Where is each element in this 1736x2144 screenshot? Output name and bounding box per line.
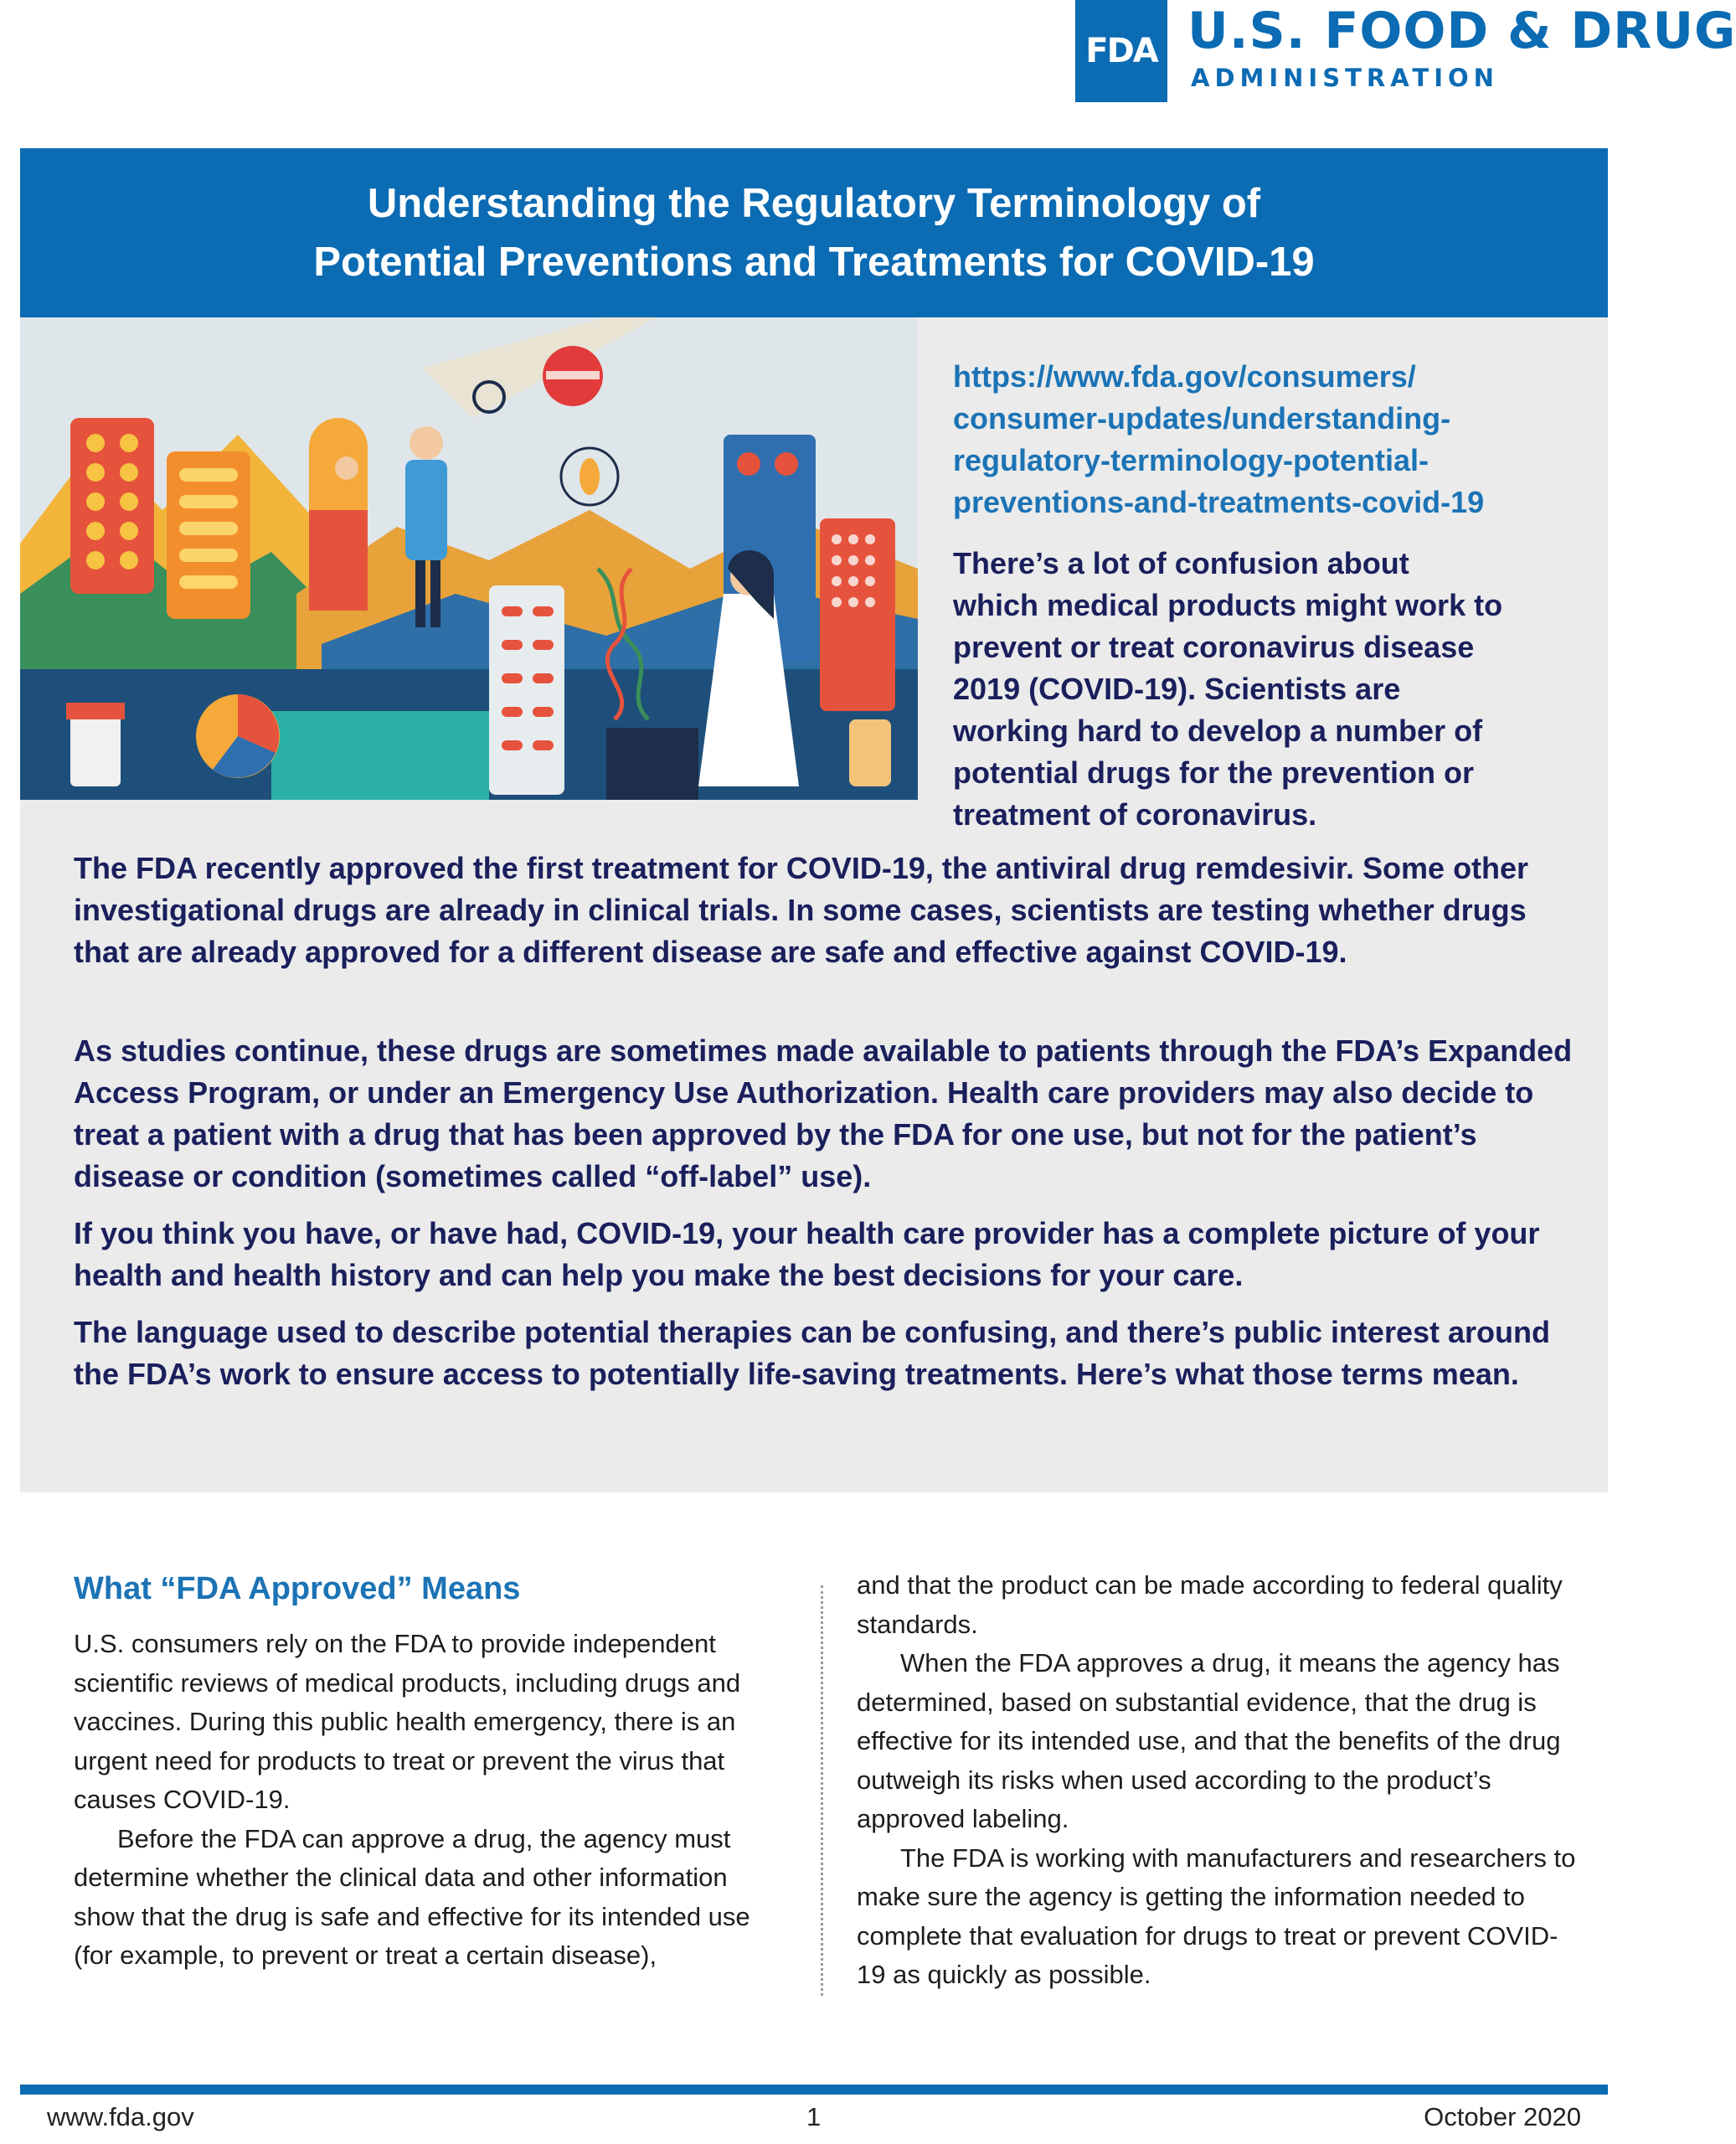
right-column bbox=[857, 1566, 1577, 1995]
url-line: https://www.fda.gov/consumers/ bbox=[953, 359, 1416, 394]
intro-text bbox=[953, 543, 1589, 836]
footer-bar bbox=[20, 2085, 1608, 2095]
intro-line: which medical products might work to bbox=[953, 588, 1503, 622]
title-line-1: Understanding the Regulatory Terminology of bbox=[367, 181, 1261, 226]
body-paragraph: If you think you have, or have had, COVID-19, your health care provider has a complete picture of your health and health history and can help you make the best decisions for your care. bbox=[74, 1216, 1540, 1292]
footer-url-link[interactable]: www.fda.gov bbox=[47, 2102, 194, 2131]
url-line: consumer-updates/understanding- bbox=[953, 401, 1451, 436]
fda-logo-mark: FDA bbox=[1075, 0, 1167, 102]
intro-line: prevent or treat coronavirus disease bbox=[953, 630, 1475, 664]
column-paragraph: U.S. consumers rely on the FDA to provide independent scientific reviews of medical products, including drugs and vaccines. During this public health emergency, there is an urgent need for products to treat or prevent the virus that causes COVID-19. bbox=[74, 1629, 741, 1814]
column-paragraph: and that the product can be made according to federal quality standards. bbox=[857, 1570, 1563, 1639]
column-paragraph: Before the FDA can approve a drug, the agency must determine whether the clinical data and other information show that the drug is safe and effective for its intended use (for example, to prevent or treat a certain disease), bbox=[74, 1823, 750, 1970]
page-number: 1 bbox=[806, 2102, 822, 2131]
fda-logo bbox=[1075, 0, 1736, 105]
article-url-link[interactable] bbox=[953, 356, 1589, 523]
intro-line: There’s a lot of confusion about bbox=[953, 546, 1409, 580]
section-heading: What “FDA Approved” Means bbox=[74, 1571, 521, 1606]
fda-logo-name: U.S. FOOD & DRUG bbox=[1187, 2, 1736, 60]
fda-logo-sub: ADMINISTRATION bbox=[1191, 64, 1499, 92]
body-paragraph: The FDA recently approved the first treatment for COVID-19, the antiviral drug remdesivir. Some other investigational drugs are already in clinical trials. In some cases, scientists are testing whether drugs that are already approved for a different disease are safe and effective against COVID-19. bbox=[74, 851, 1529, 969]
url-line: preventions-and-treatments-covid-19 bbox=[953, 485, 1485, 519]
body-paragraph: The language used to describe potential therapies can be confusing, and there’s public interest around the FDA’s work to ensure access to potentially life-saving treatments. Here’s what those terms mean. bbox=[74, 1315, 1550, 1391]
footer-date: October 2020 bbox=[1424, 2102, 1581, 2131]
intro-line: working hard to develop a number of bbox=[953, 714, 1483, 748]
body-paragraph: As studies continue, these drugs are sometimes made available to patients through the FDA’s Expanded Access Program, or under an Emergency Use Authorization. Health care providers may also decide to treat a patient with a drug that has been approved by the FDA for one use, but not for the patient’s disease or condition (sometimes called “off-label” use). bbox=[74, 1033, 1573, 1193]
title-banner bbox=[20, 148, 1608, 317]
url-line: regulatory-terminology-potential- bbox=[953, 443, 1429, 477]
column-divider bbox=[821, 1585, 823, 1996]
title-line-2: Potential Preventions and Treatments for COVID-19 bbox=[313, 240, 1315, 285]
intro-line: potential drugs for the prevention or bbox=[953, 755, 1475, 790]
intro-line: 2019 (COVID-19). Scientists are bbox=[953, 672, 1401, 706]
scientists-illustration bbox=[20, 317, 918, 800]
column-paragraph: When the FDA approves a drug, it means the agency has determined, based on substantial evidence, that the drug is effective for its intended use, and that the benefits of the drug outweigh its risks when used according to the product’s approved labeling. bbox=[857, 1648, 1561, 1833]
column-paragraph: The FDA is working with manufacturers and researchers to make sure the agency is getting the information needed to complete that evaluation for drugs to treat or prevent COVID-19 as quickly as possible. bbox=[857, 1842, 1576, 1989]
intro-line: treatment of coronavirus. bbox=[953, 797, 1317, 832]
left-column bbox=[74, 1625, 794, 1976]
